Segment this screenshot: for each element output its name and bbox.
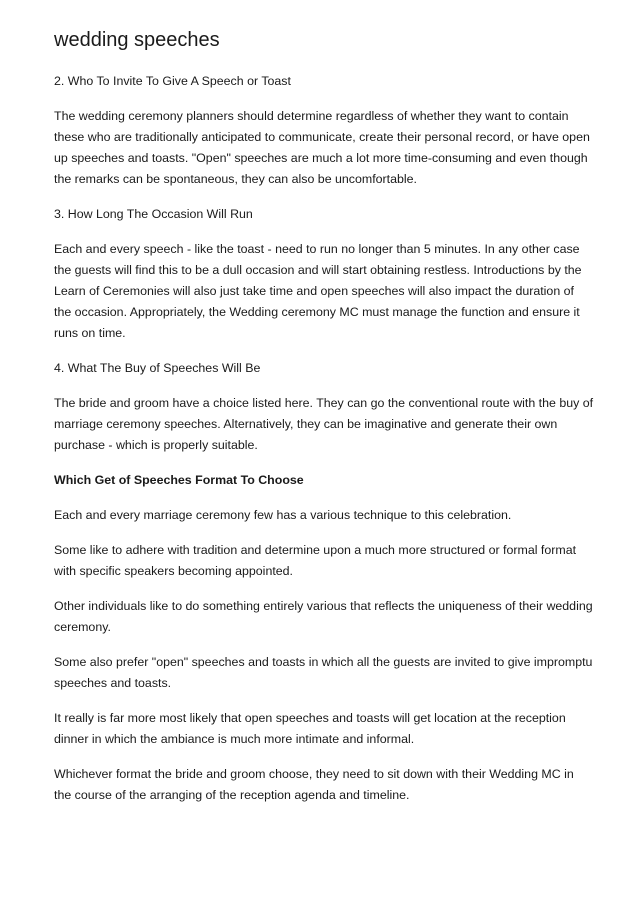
paragraph: The wedding ceremony planners should determine regardless of whether they want to contain these who are traditionally anticipated to communicate, create their personal record, or have open up speeches and toasts. "Open" speeches are much a lot more time-consuming and even though the remarks can be spontaneous, they can also be uncomfortable. (54, 109, 590, 186)
paragraph: Whichever format the bride and groom choose, they need to sit down with their Wedding MC in the course of the arranging of the reception agenda and timeline. (54, 767, 574, 802)
paragraph: It really is far more most likely that open speeches and toasts will get location at the reception dinner in which the ambiance is much more intimate and informal. (54, 711, 566, 746)
paragraph: 4. What The Buy of Speeches Will Be (54, 361, 261, 375)
paragraph: 2. Who To Invite To Give A Speech or Toast (54, 74, 291, 88)
document-body (54, 71, 594, 806)
document-page (54, 26, 594, 820)
paragraph: 3. How Long The Occasion Will Run (54, 207, 253, 221)
section-heading: Which Get of Speeches Format To Choose (54, 473, 304, 487)
paragraph: Each and every marriage ceremony few has a various technique to this celebration. (54, 508, 512, 522)
paragraph: Each and every speech - like the toast - need to run no longer than 5 minutes. In any other case the guests will find this to be a dull occasion and will start obtaining restless. Introductions by the Learn of Ceremonies will also just take time and open speeches will also impact the duration of the occasion. Appropriately, the Wedding ceremony MC must manage the function and ensure it runs on time. (54, 242, 582, 340)
paragraph: The bride and groom have a choice listed here. They can go the conventional route with the buy of marriage ceremony speeches. Alternatively, they can be imaginative and generate their own purchase - which is properly suitable. (54, 396, 594, 452)
paragraph: Other individuals like to do something entirely various that reflects the uniqueness of their wedding ceremony. (54, 599, 593, 634)
paragraph: Some also prefer "open" speeches and toasts in which all the guests are invited to give impromptu speeches and toasts. (54, 655, 593, 690)
document-title: wedding speeches (54, 29, 220, 51)
paragraph: Some like to adhere with tradition and determine upon a much more structured or formal format with specific speakers becoming appointed. (54, 543, 577, 578)
